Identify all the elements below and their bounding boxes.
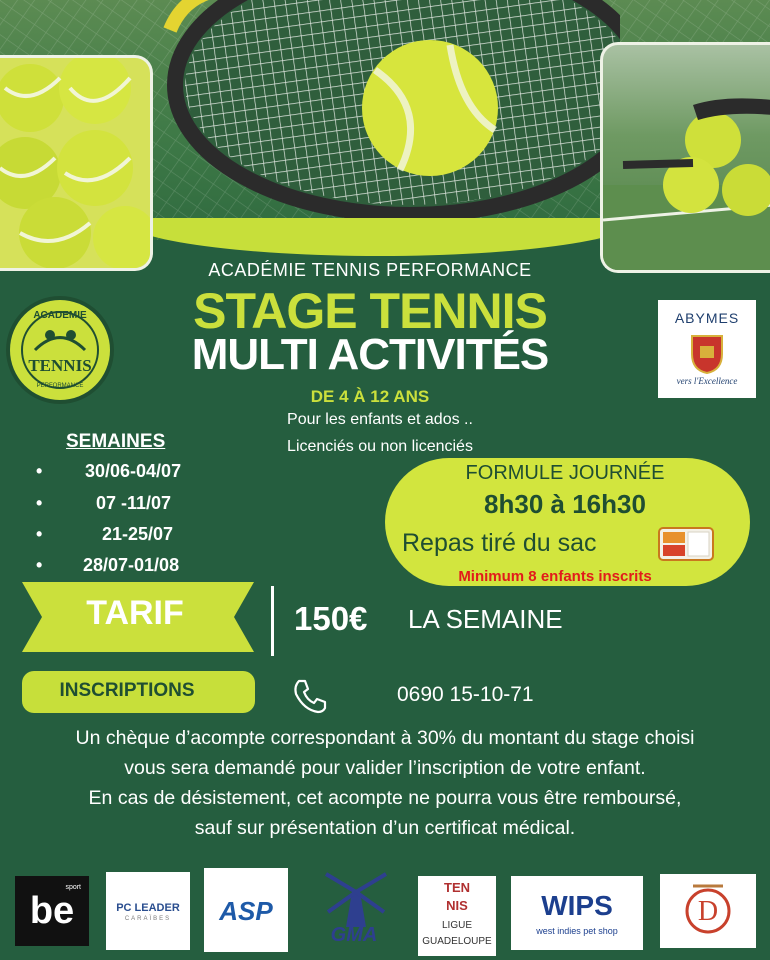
week-dates: 28/07-01/08 — [83, 555, 180, 575]
formule-hours: 8h30 à 16h30 — [484, 489, 646, 519]
be-sport-small-text: sport — [65, 884, 81, 891]
academy-logo-center-text: TENNIS — [28, 356, 92, 375]
gma-text: GMA — [330, 924, 378, 946]
week-dates: 07 -11/07 — [96, 493, 172, 513]
bullet-icon: • — [36, 524, 43, 544]
d-logo — [660, 874, 756, 948]
phone-number: 0690 15-10-71 — [397, 683, 534, 706]
ligue-label: LIGUE — [441, 920, 472, 931]
audience-line-1: Pour les enfants et ados .. — [287, 411, 473, 428]
tennis-balls-court-photo — [600, 42, 770, 273]
divider — [271, 586, 274, 656]
pc-leader-text: PC LEADER — [116, 902, 180, 914]
abymes-tagline: vers l'Excellence — [676, 376, 738, 386]
tarif-label: TARIF — [86, 594, 184, 632]
deposit-notice — [10, 723, 760, 843]
week-dates: 21-25/07 — [102, 524, 174, 544]
academy-logo-top-text: ACADEMIE — [33, 310, 87, 321]
week-dates: 30/06-04/07 — [85, 461, 182, 481]
wips-subtext: west indies pet shop — [536, 926, 618, 936]
lunchbox-icon — [658, 527, 714, 561]
abymes-name: ABYMES — [674, 310, 740, 326]
price: 150€ — [294, 600, 368, 637]
wips-logo — [511, 876, 643, 950]
pc-leader-subtext: CARAÏBES — [124, 916, 172, 922]
ligue-guadeloupe-logo — [418, 876, 496, 956]
academy-tennis-logo — [5, 295, 115, 405]
bullet-icon: • — [36, 493, 43, 513]
audience-line-2: Licenciés ou non licenciés — [287, 438, 473, 455]
windmill-icon — [316, 872, 396, 928]
notice-line: En cas de désistement, cet acompte ne pourra vous être remboursé, — [88, 787, 682, 809]
ligue-region: GUADELOUPE — [422, 936, 492, 947]
bullet-icon: • — [36, 555, 43, 575]
tennis-racket-image — [150, 0, 620, 230]
formule-title: FORMULE JOURNÉE — [465, 462, 665, 484]
academy-logo-bottom-text: PERFORMANCE — [36, 383, 84, 389]
inscriptions-label: INSCRIPTIONS — [59, 680, 195, 701]
academy-name: ACADÉMIE TENNIS PERFORMANCE — [208, 260, 532, 280]
sponsor-logos — [0, 862, 770, 960]
minimum-enrollment: Minimum 8 enfants inscrits — [458, 568, 652, 585]
ligue-ten-text: TEN — [444, 880, 470, 895]
wips-text: WIPS — [541, 890, 613, 921]
formule-meal: Repas tiré du sac — [402, 529, 597, 557]
notice-line: vous sera demandé pour valider l’inscription de votre enfant. — [124, 757, 646, 779]
pc-leader-logo — [106, 872, 190, 950]
title-stage-tennis: STAGE TENNIS — [193, 283, 547, 339]
bullet-icon: • — [36, 461, 43, 481]
be-sport-logo — [15, 876, 89, 946]
tennis-balls-photo — [0, 55, 153, 271]
notice-line: Un chèque d’acompte correspondant à 30% du montant du stage choisi — [75, 727, 695, 749]
gma-logo — [306, 872, 402, 952]
weeks-title: SEMAINES — [66, 431, 166, 452]
d-logo-text: D — [697, 896, 719, 927]
asp-text: ASP — [219, 896, 273, 926]
be-sport-text: be — [29, 890, 75, 932]
notice-line: sauf sur présentation d’un certificat médical. — [194, 817, 576, 839]
abymes-logo — [658, 300, 756, 398]
asp-logo — [204, 868, 288, 952]
title-multi-activites: MULTI ACTIVITÉS — [191, 330, 549, 379]
coat-of-arms-icon — [688, 332, 726, 374]
ligue-nis-text: NIS — [446, 898, 468, 913]
price-unit: LA SEMAINE — [408, 604, 563, 634]
age-range: DE 4 À 12 ANS — [310, 387, 430, 406]
yellow-accent-arc — [120, 218, 640, 256]
phone-icon — [290, 676, 330, 716]
